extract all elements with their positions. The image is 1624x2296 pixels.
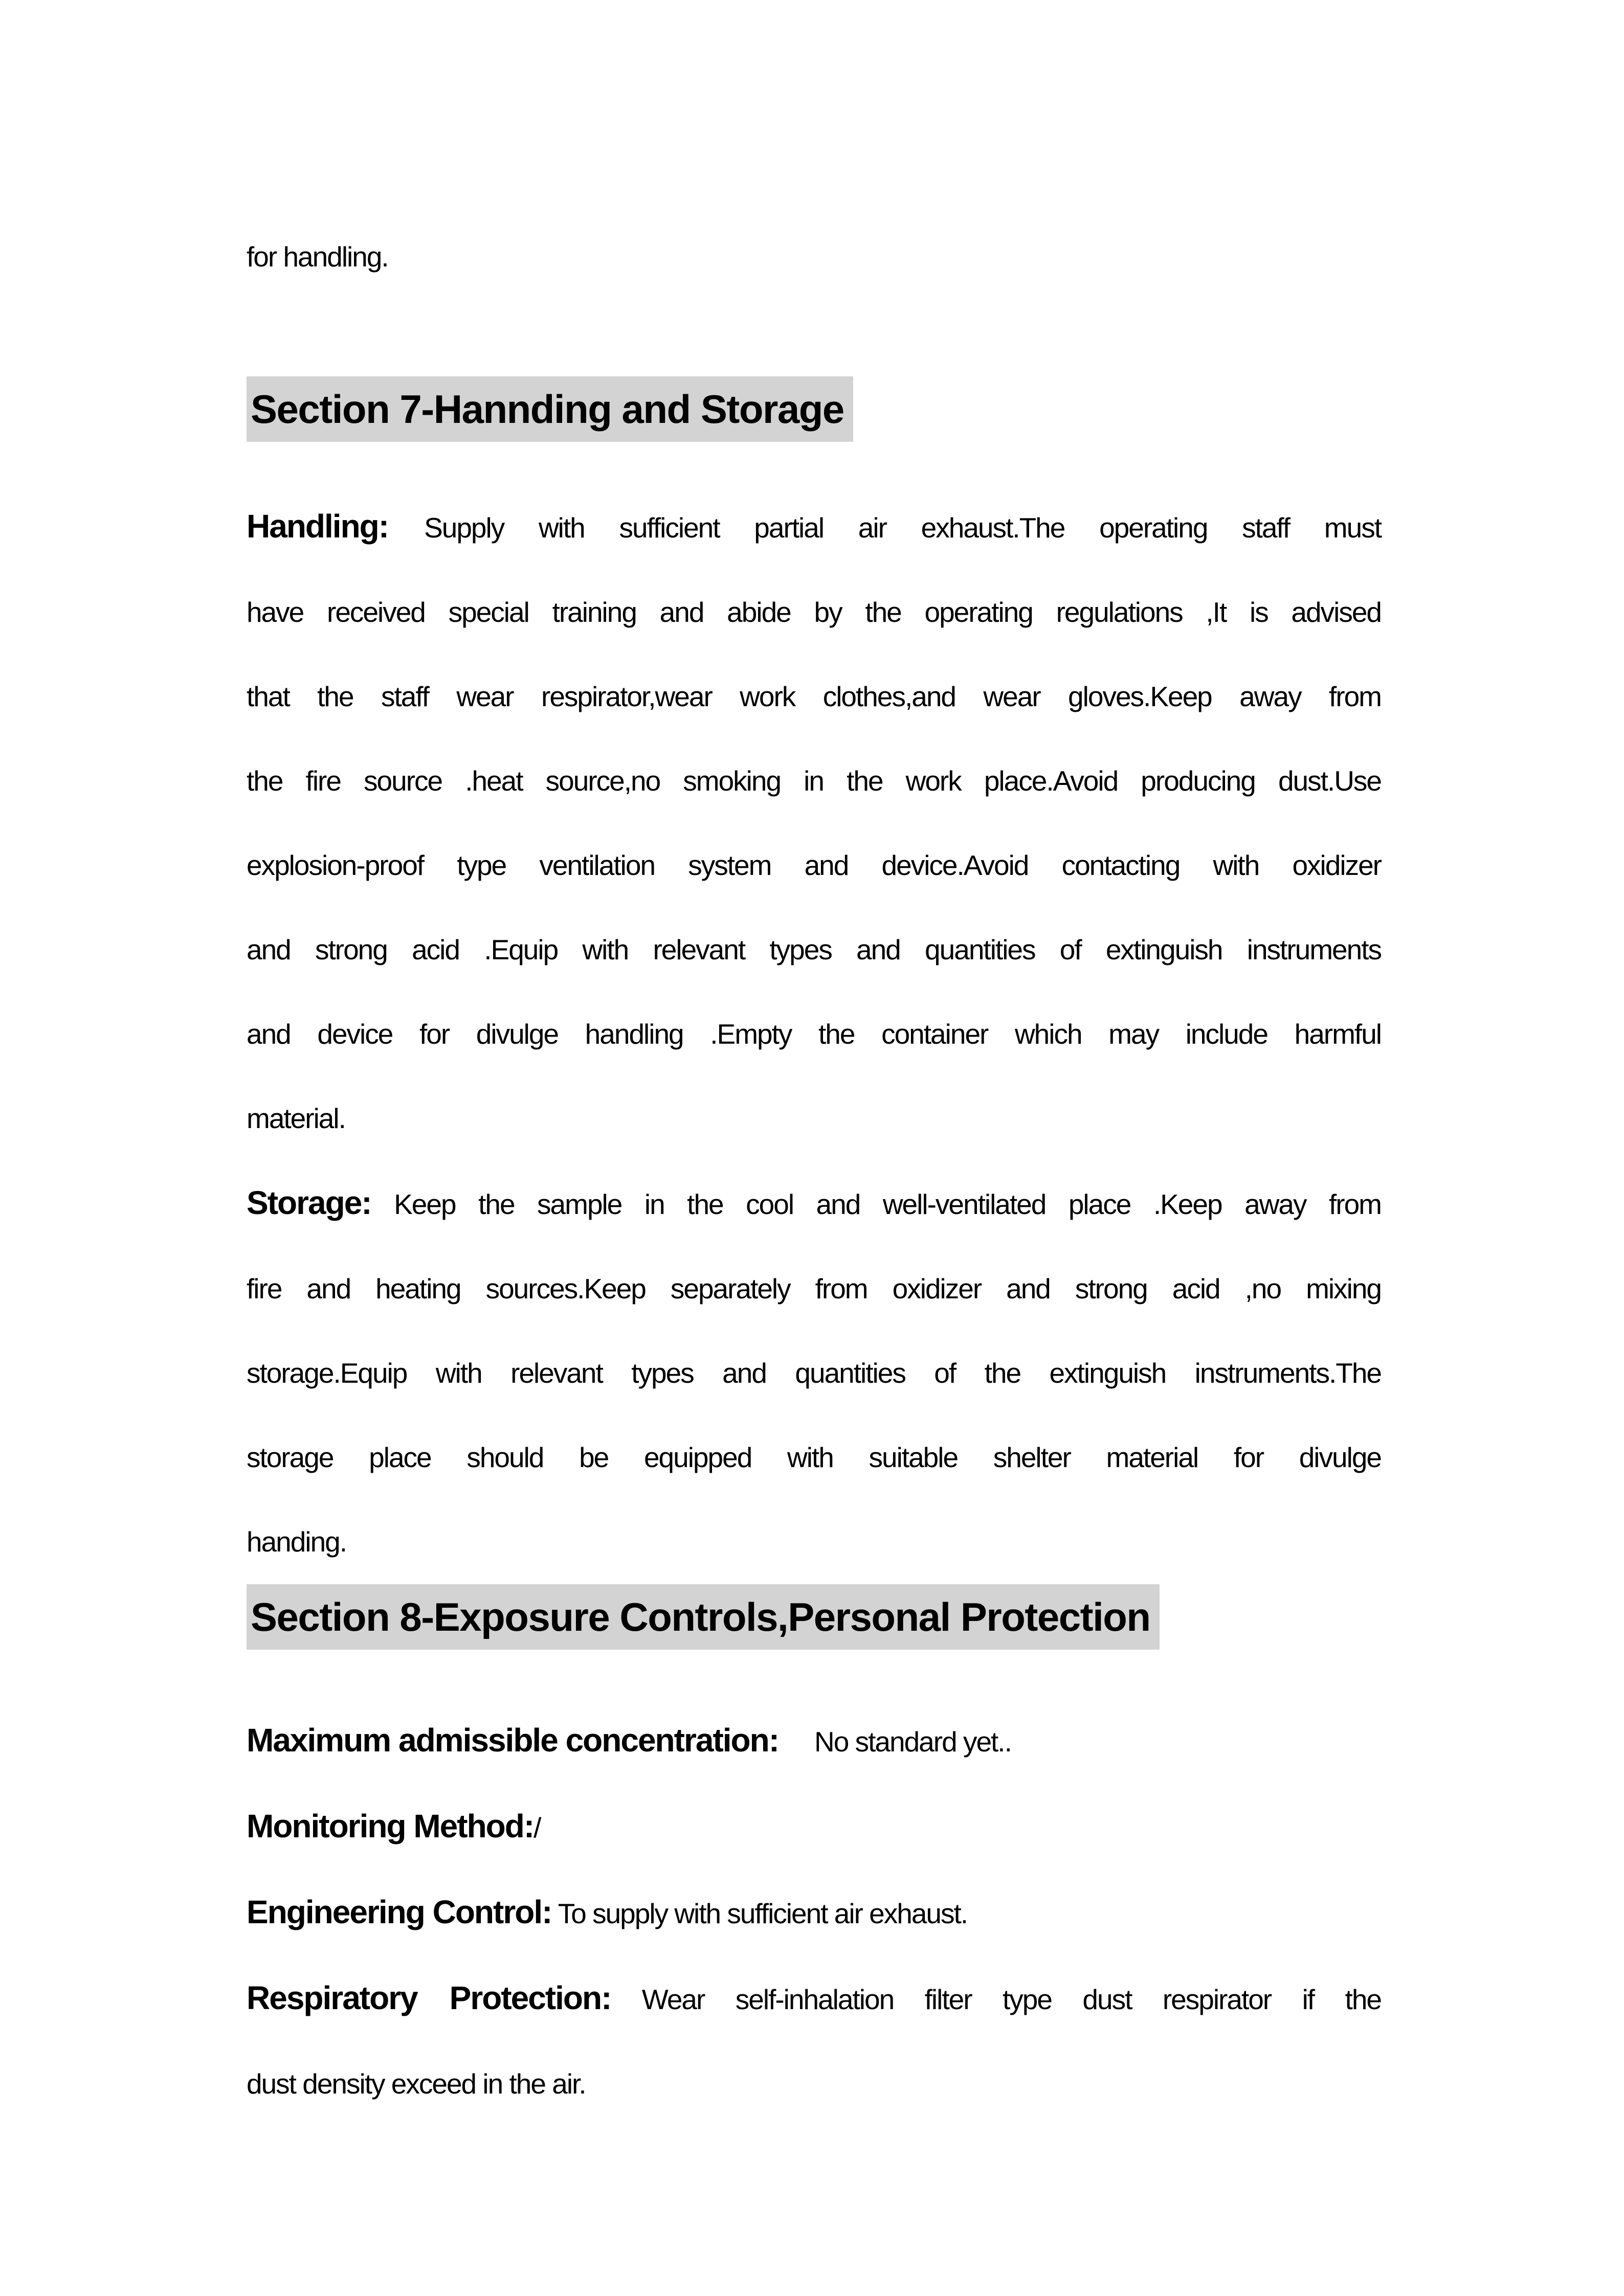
respiratory-protection-field	[247, 1956, 1381, 2126]
handling-paragraph	[247, 484, 1381, 1161]
text-line	[247, 2042, 1381, 2126]
field-label: Monitoring Method:	[247, 1808, 534, 1844]
line-text: and device for divulge handling .Empty the container which may include harmful	[247, 1018, 1381, 1050]
text-line	[247, 655, 1381, 739]
intro-paragraph	[247, 215, 1381, 299]
line-text: To supply with sufficient air exhaust.	[558, 1898, 968, 1929]
line-text: No standard yet..	[814, 1726, 1011, 1758]
field-label: Respiratory Protection:	[247, 1979, 611, 2016]
line-text: that the staff wear respirator,wear work clothes,and wear gloves.Keep away from	[247, 681, 1381, 712]
text-line	[247, 1161, 1381, 1247]
text-line	[247, 215, 1381, 299]
field-label: Handling:	[247, 508, 389, 545]
engineering-control-field	[247, 1870, 1381, 1956]
text-line	[247, 1956, 1381, 2042]
text-line	[247, 1870, 1381, 1956]
section-7-heading-row	[247, 376, 1381, 454]
line-text: Keep the sample in the cool and well-ventilated place .Keep away from	[394, 1188, 1381, 1220]
text-line	[247, 1076, 1381, 1161]
text-line	[247, 1247, 1381, 1331]
line-text: storage place should be equipped with suitable shelter material for divulge	[247, 1442, 1381, 1473]
line-text: material.	[247, 1102, 345, 1134]
section-8-heading-row	[247, 1584, 1381, 1661]
text-line	[247, 908, 1381, 992]
text-line	[247, 484, 1381, 570]
line-text: dust density exceed in the air.	[247, 2068, 586, 2100]
line-text: Supply with sufficient partial air exhaust.The operating staff must	[424, 512, 1381, 544]
line-text: explosion-proof type ventilation system and device.Avoid contacting with oxidizer	[247, 849, 1381, 881]
section-7-heading: Section 7-Hannding and Storage	[247, 376, 853, 442]
line-text: Wear self-inhalation filter type dust respirator if the	[641, 1984, 1382, 2015]
text-line	[247, 823, 1381, 908]
monitoring-method-field	[247, 1784, 1381, 1870]
maximum-admissible-concentration-field	[247, 1698, 1381, 1784]
line-text: have received special training and abide by the operating regulations ,It is advised	[247, 596, 1381, 628]
text-line	[247, 1331, 1381, 1415]
text-line	[247, 1500, 1381, 1584]
page-content	[247, 215, 1381, 2126]
field-label: Storage:	[247, 1184, 371, 1221]
section-8-heading: Section 8-Exposure Controls,Personal Protection	[247, 1584, 1160, 1650]
line-text: storage.Equip with relevant types and quantities of the extinguish instruments.The	[247, 1357, 1381, 1389]
field-label: Maximum admissible concentration:	[247, 1722, 779, 1759]
text-line	[247, 739, 1381, 823]
text-line	[247, 992, 1381, 1076]
line-text: /	[533, 1812, 541, 1843]
storage-paragraph	[247, 1161, 1381, 1584]
text-line	[247, 1784, 1381, 1870]
line-text: fire and heating sources.Keep separately from oxidizer and strong acid ,no mixing	[247, 1273, 1381, 1304]
text-line	[247, 1698, 1381, 1784]
line-text: handing.	[247, 1526, 347, 1558]
line-text: for handling.	[247, 241, 388, 273]
text-line	[247, 570, 1381, 655]
field-label: Engineering Control:	[247, 1894, 552, 1930]
line-text: the fire source .heat source,no smoking in the work place.Avoid producing dust.Use	[247, 765, 1381, 797]
text-line	[247, 1415, 1381, 1500]
line-text: and strong acid .Equip with relevant types and quantities of extinguish instruments	[247, 934, 1381, 965]
